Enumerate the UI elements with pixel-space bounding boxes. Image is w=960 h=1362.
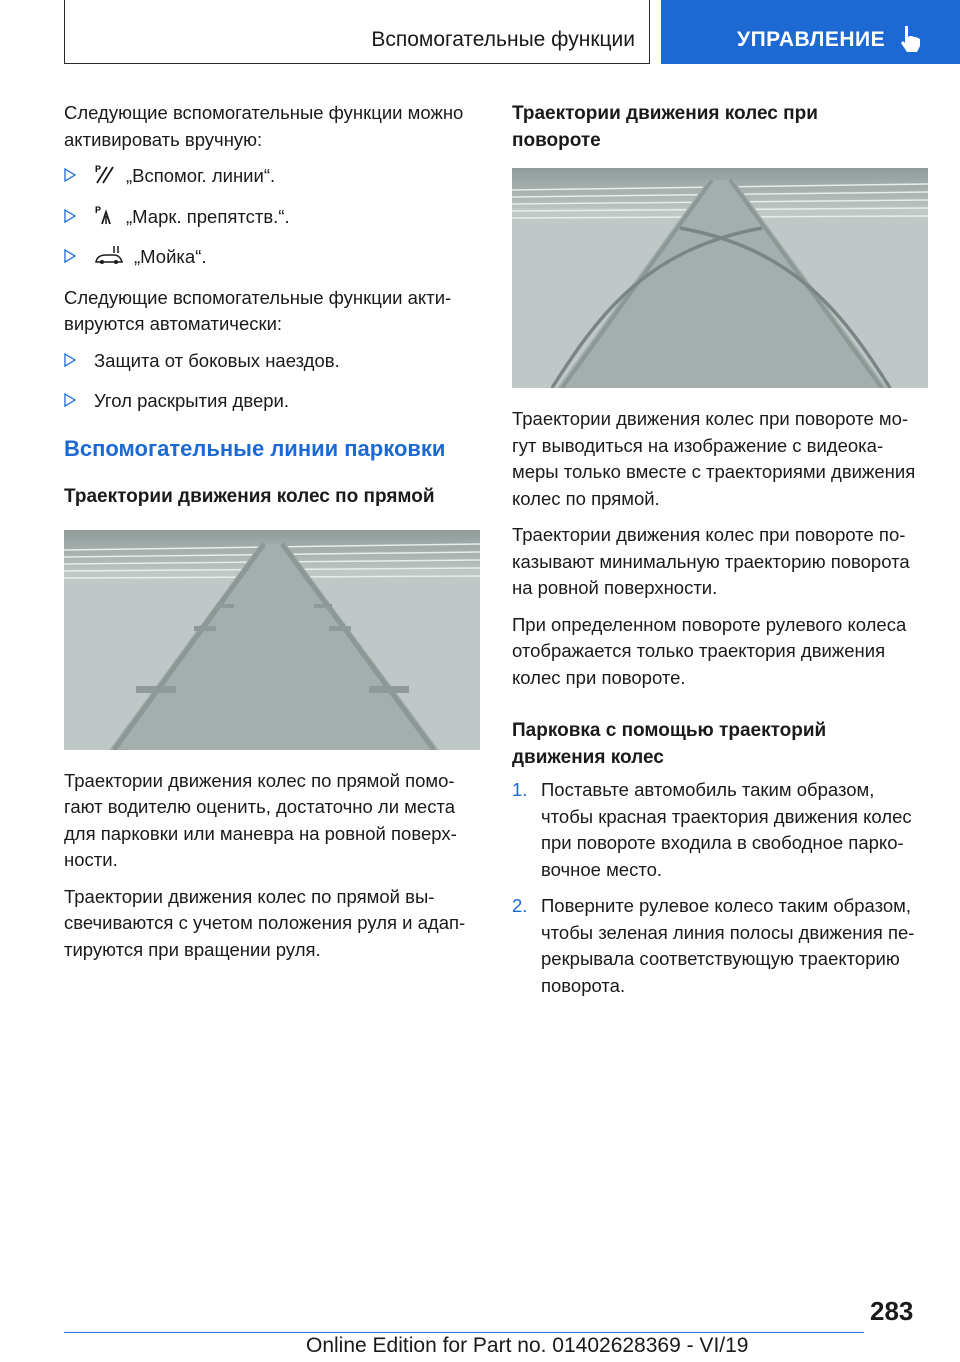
step-line: поворота. (541, 974, 626, 996)
pointing-hand-icon (898, 24, 924, 54)
turning-title-line: повороте (512, 130, 601, 151)
auto-function-item (64, 388, 480, 415)
straight-para-1-line: гают водителю оценить, достаточно ли места (64, 796, 455, 817)
turning-trajectory-figure (512, 168, 928, 388)
svg-text:P: P (95, 204, 102, 215)
straight-para-1-line: ности. (64, 849, 118, 870)
step-text (541, 893, 928, 999)
auto-function-label: Угол раскрытия двери. (94, 390, 290, 411)
section-title: Вспомогательные линии парковки (64, 435, 446, 461)
step-line: Поверните рулевое колесо таким образом, (541, 895, 912, 916)
step-line: рекрывала соответствующую траекторию (541, 948, 900, 969)
obstacle-marking-icon (94, 204, 116, 226)
straight-para-2-line: Траектории движения колес по прямой вы- (64, 885, 435, 907)
subsection-title-parking (512, 717, 928, 771)
manual-function-label: „Марк. препятств.“. (126, 205, 290, 227)
turning-para-2-line: на ровной поверхности. (512, 577, 718, 598)
turning-para-2-line: Траектории движения колес при повороте по- (512, 524, 906, 545)
intro-auto-line: вируются автоматически: (64, 313, 283, 334)
intro-auto-line: Следующие вспомогательные функции акти- (64, 286, 452, 308)
turning-para-3 (512, 612, 928, 692)
intro-manual-text (64, 100, 480, 153)
auto-function-item (64, 348, 480, 375)
straight-trajectory-figure (64, 530, 480, 750)
bullet-triangle-icon (64, 393, 76, 407)
intro-manual-line: Следующие вспомогательные функции можно активировать вручную: (64, 102, 464, 150)
straight-para-2-line: тируются при вращении руля. (64, 938, 321, 960)
header-section-title: Вспомогательные функции (371, 28, 635, 51)
bullet-triangle-icon (64, 353, 76, 367)
straight-para-1-line: Траектории движения колес по прямой помо- (64, 769, 455, 791)
parking-lines-icon (94, 163, 116, 185)
bullet-triangle-icon (64, 209, 76, 223)
bullet-triangle-icon (64, 249, 76, 263)
turning-para-1-line: колес по прямой. (512, 487, 660, 509)
svg-text:P: P (95, 164, 102, 174)
turning-para-3-line: колес при повороте. (512, 666, 686, 688)
manual-function-label: „Мойка“. (134, 246, 207, 267)
step-text (541, 777, 928, 883)
turning-title-line: Траектории движения колес при (512, 103, 818, 124)
page-number: 283 (870, 1296, 914, 1326)
turning-para-1-line: меры только вместе с траекториями движения (512, 461, 916, 482)
step-line: чтобы зеленая линия полосы движения пе- (541, 921, 915, 943)
turning-para-3-line: отображается только траектория движения (512, 640, 886, 661)
step-line: чтобы красная траектория движения колес (541, 805, 912, 827)
manual-function-item (64, 204, 480, 231)
left-column (64, 100, 480, 973)
straight-para-2 (64, 884, 480, 964)
parking-title-line: движения колес (512, 747, 664, 768)
turning-para-2-line: казывают минимальную траекторию поворота (512, 550, 910, 572)
intro-auto-text (64, 285, 480, 338)
header-section-box (64, 0, 650, 64)
header-chapter-title: УПРАВЛЕНИЕ (737, 28, 886, 51)
step-line: при повороте входила в свободное парко- (541, 832, 904, 853)
step-number: 1. (512, 779, 528, 800)
turning-para-1 (512, 406, 928, 512)
straight-para-1 (64, 768, 480, 874)
manual-function-item (64, 163, 480, 190)
step-number: 2. (512, 895, 528, 916)
turning-para-1-line: гут выводиться на изображение с видеока- (512, 434, 884, 456)
bullet-triangle-icon (64, 168, 76, 182)
header-chapter-tab[interactable] (661, 0, 960, 64)
subsection-title-straight: Траектории движения колес по прямой (64, 485, 435, 507)
step-line: вочное место. (541, 858, 663, 880)
turning-para-1-line: Траектории движения колес при повороте мо- (512, 408, 909, 429)
straight-para-2-line: свечиваются с учетом положения руля и адап- (64, 912, 466, 933)
manual-function-label: „Вспомог. линии“. (126, 165, 276, 186)
footer-rule (64, 1332, 864, 1333)
right-column (512, 100, 928, 1009)
manual-function-item (64, 244, 480, 271)
footer-edition: Online Edition for Part no. 01402628369 - VI/19 (306, 1334, 749, 1357)
parking-step (512, 893, 928, 999)
straight-para-1-line: для парковки или маневра на ровной поверх- (64, 822, 457, 844)
parking-step (512, 777, 928, 883)
step-line: Поставьте автомобиль таким образом, (541, 779, 875, 800)
parking-title-line: Парковка с помощью траекторий (512, 720, 827, 741)
auto-function-label: Защита от боковых наездов. (94, 349, 340, 371)
turning-para-3-line: При определенном повороте рулевого колеса (512, 613, 907, 635)
subsection-title-turning (512, 100, 928, 154)
car-wash-icon (94, 244, 124, 266)
turning-para-2 (512, 522, 928, 602)
